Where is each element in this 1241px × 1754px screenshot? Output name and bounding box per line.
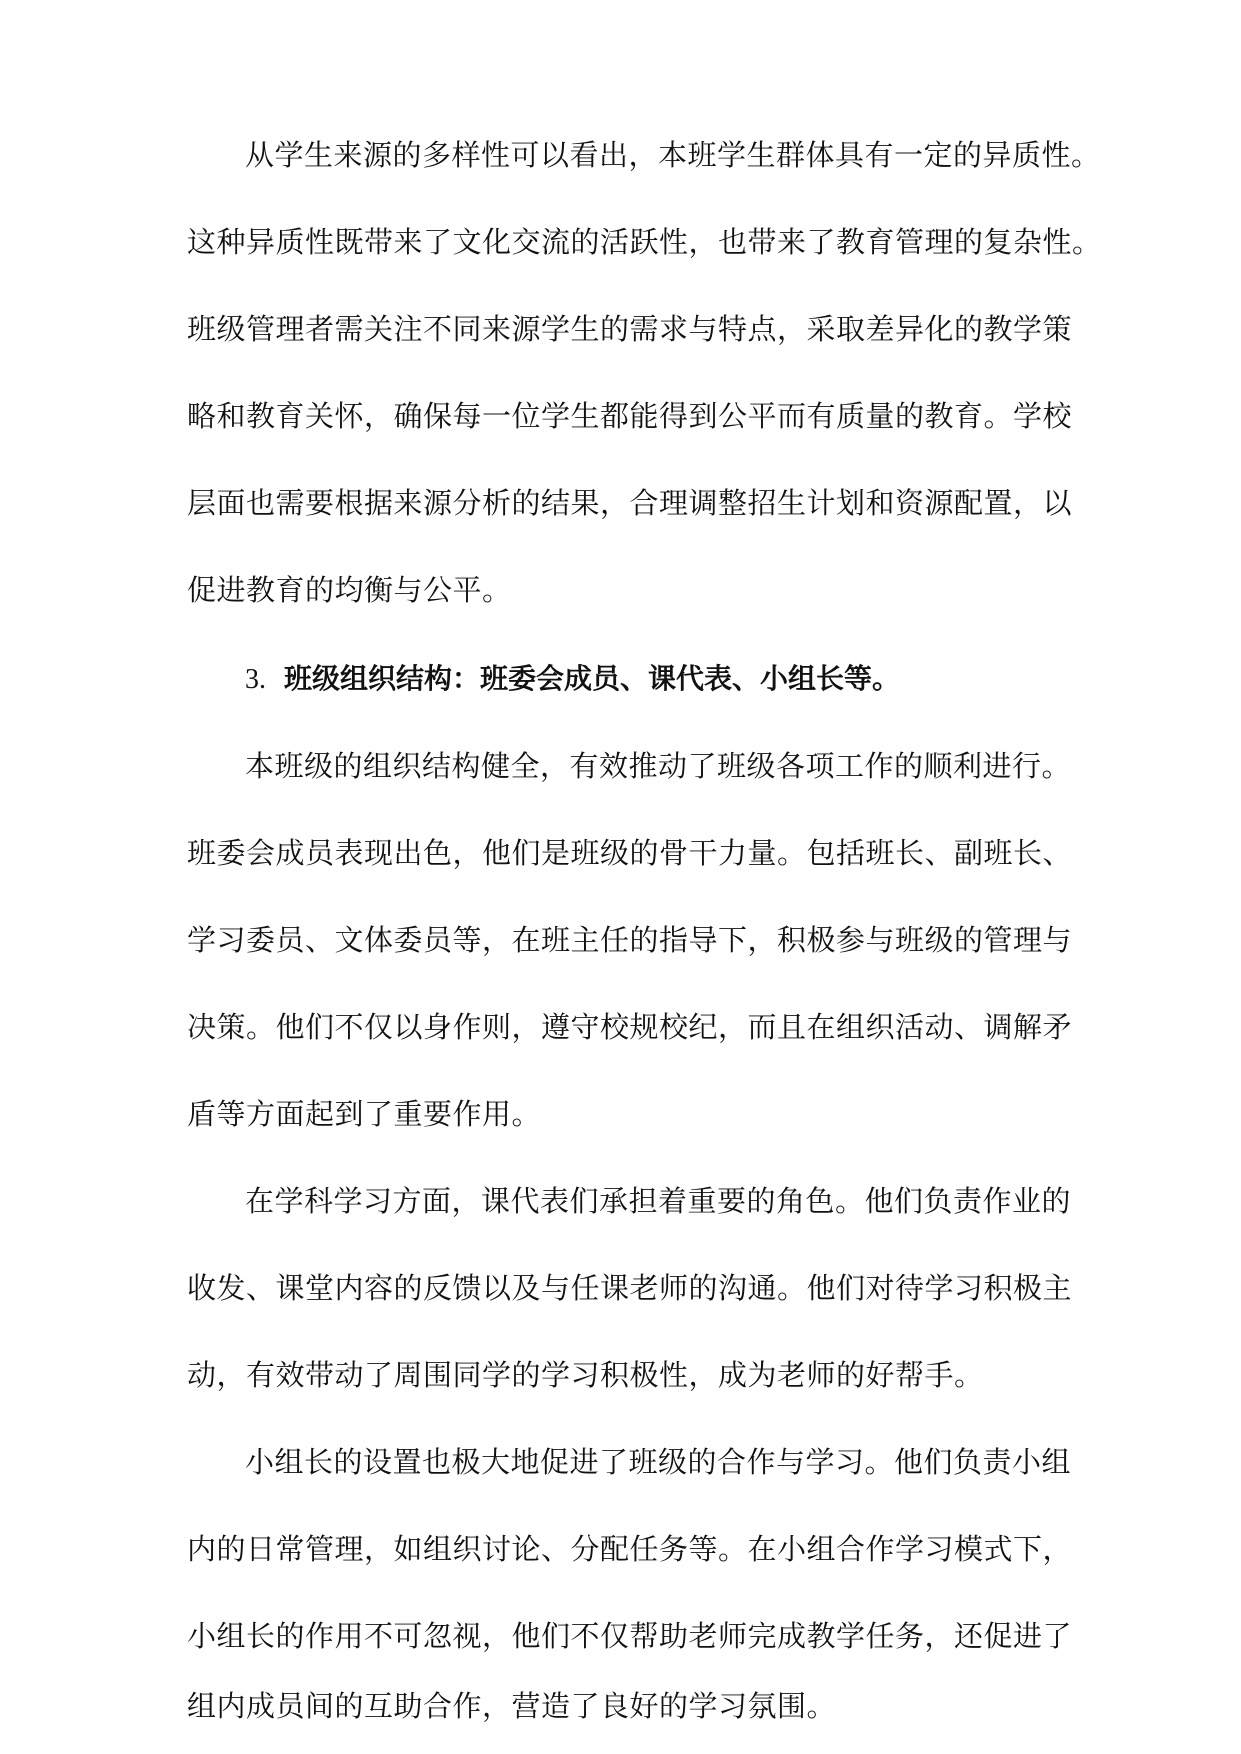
paragraph-representatives-line-2: 收发、课堂内容的反馈以及与任课老师的沟通。他们对待学习积极主	[187, 1271, 1073, 1305]
paragraph-intro-line-3: 班级管理者需关注不同来源学生的需求与特点，采取差异化的教学策	[187, 312, 1073, 346]
paragraph-group-leaders-line-4: 组内成员间的互助合作，营造了良好的学习氛围。	[187, 1689, 837, 1723]
paragraph-intro-line-6: 促进教育的均衡与公平。	[187, 573, 512, 607]
paragraph-intro-line-1: 从学生来源的多样性可以看出，本班学生群体具有一定的异质性。	[245, 138, 1101, 172]
paragraph-committee-line-2: 班委会成员表现出色，他们是班级的骨干力量。包括班长、副班长、	[187, 836, 1073, 870]
paragraph-group-leaders-line-1: 小组长的设置也极大地促进了班级的合作与学习。他们负责小组	[245, 1445, 1072, 1479]
section-heading-text: 班级组织结构：班委会成员、课代表、小组长等。	[284, 662, 901, 695]
paragraph-committee-line-3: 学习委员、文体委员等，在班主任的指导下，积极参与班级的管理与	[187, 923, 1073, 957]
section-heading	[245, 649, 1087, 709]
section-heading-number: 3.	[245, 664, 266, 695]
paragraph-committee-line-1: 本班级的组织结构健全，有效推动了班级各项工作的顺利进行。	[245, 749, 1072, 783]
paragraph-intro-line-2: 这种异质性既带来了文化交流的活跃性，也带来了教育管理的复杂性。	[187, 225, 1102, 259]
paragraph-intro-line-5: 层面也需要根据来源分析的结果，合理调整招生计划和资源配置，以	[187, 486, 1073, 520]
paragraph-committee-line-4: 决策。他们不仅以身作则，遵守校规校纪，而且在组织活动、调解矛	[187, 1010, 1073, 1044]
paragraph-representatives-line-3: 动，有效带动了周围同学的学习积极性，成为老师的好帮手。	[187, 1358, 984, 1392]
paragraph-group-leaders-line-2: 内的日常管理，如组织讨论、分配任务等。在小组合作学习模式下，	[187, 1532, 1073, 1566]
paragraph-representatives-line-1: 在学科学习方面，课代表们承担着重要的角色。他们负责作业的	[245, 1184, 1072, 1218]
paragraph-group-leaders-line-3: 小组长的作用不可忽视，他们不仅帮助老师完成教学任务，还促进了	[187, 1619, 1073, 1653]
paragraph-intro-line-4: 略和教育关怀，确保每一位学生都能得到公平而有质量的教育。学校	[187, 399, 1073, 433]
paragraph-committee-line-5: 盾等方面起到了重要作用。	[187, 1097, 542, 1131]
